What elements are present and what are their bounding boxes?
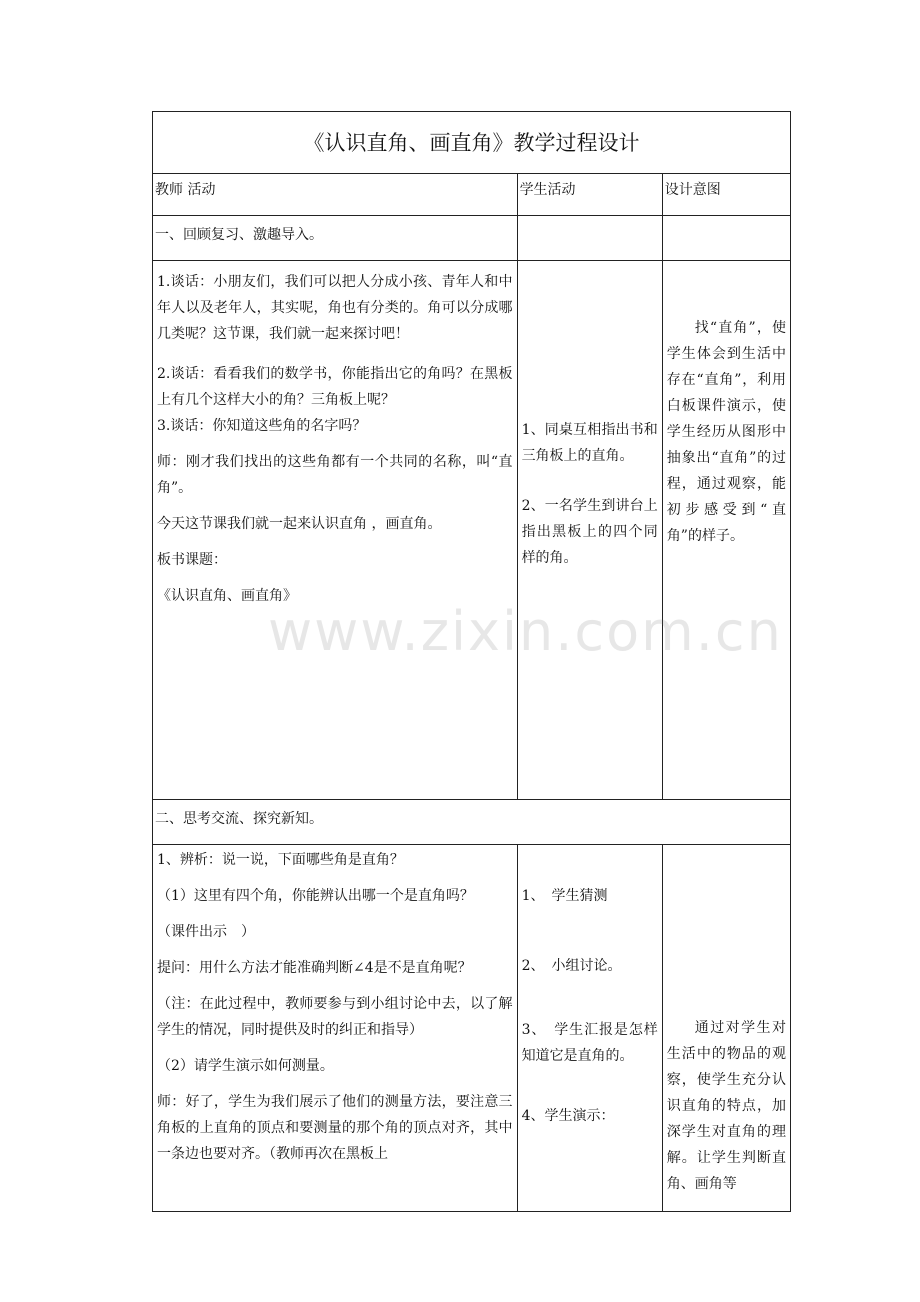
section1-heading-empty2: [662, 216, 790, 261]
section2-teacher-cell: [153, 845, 518, 1212]
s2-teacher-para: （1）这里有四个角，你能辨认出哪一个是直角吗？: [157, 888, 474, 904]
s2-teacher-para: 提问：用什么方法才能准确判断∠4是不是直角呢？: [157, 960, 472, 976]
section1-heading: 一、回顾复习、激趣导入。: [153, 216, 518, 261]
s2-teacher-para: （课件出示 ）: [157, 924, 255, 940]
watermark: www.zixin.com.cn: [268, 600, 783, 663]
header-intent: 设计意图: [662, 174, 790, 216]
section2-heading: 二、思考交流、探究新知。: [153, 800, 791, 845]
section1-teacher-cell: [153, 261, 518, 800]
s2-teacher-para: （注：在此过程中，教师要参与到小组讨论中去，以了解学生的情况，同时提供及时的纠正和指导）: [157, 996, 513, 1038]
section1-heading-empty: [517, 216, 662, 261]
lesson-plan-table: [152, 111, 791, 1212]
s2-student-item: 1、 学生猜测: [521, 888, 608, 904]
s1-intent: 找“直角”，使学生体会到生活中存在“直角”，利用白板课件演示，使学生经历从图形中抽象出“直角”的过程，通过观察，能初步感受到“直角”的样子。: [666, 320, 786, 544]
s2-teacher-para: 师：好了，学生为我们展示了他们的测量方法，要注意三角板的上直角的顶点和要测量的那个角的顶点对齐，其中一条边也要对齐。（教师再次在黑板上: [157, 1094, 513, 1162]
page-title: 《认识直角、画直角》教学过程设计: [153, 112, 791, 174]
s1-teacher-para: 1.谈话：小朋友们，我们可以把人分成小孩、青年人和中年人以及老年人，其实呢，角也有分类的。角可以分成哪几类呢？这节课，我们就一起来探讨吧！: [157, 274, 513, 342]
s2-student-item: 4、学生演示：: [521, 1108, 615, 1124]
header-teacher: 教师 活动: [153, 174, 518, 216]
s1-teacher-para: 板书课题：: [157, 552, 227, 568]
s2-student-item: 2、 小组讨论。: [521, 958, 622, 974]
s1-teacher-para: 3.谈话：你知道这些角的名字吗？: [157, 418, 367, 434]
section1-intent-cell: [662, 261, 790, 800]
s2-teacher-para: 1、辨析：说一说，下面哪些角是直角？: [157, 852, 404, 868]
s2-intent: 通过对学生对生活中的物品的观察，使学生充分认识直角的特点，加深学生对直角的理解。让学生判断直角、画角等: [666, 1020, 786, 1192]
s1-teacher-para: 《认识直角、画直角》: [157, 588, 297, 604]
s1-teacher-para: 2.谈话：看看我们的数学书，你能指出它的角吗？在黑板上有几个这样大小的角？三角板上呢？: [157, 366, 513, 408]
s1-student-item: 1、同桌互相指出书和三角板上的直角。: [521, 422, 658, 464]
s1-teacher-para: 师：刚才我们找出的这些角都有一个共同的名称，叫“直角”。: [157, 454, 513, 496]
header-student: 学生活动: [517, 174, 662, 216]
section1-student-cell: [517, 261, 662, 800]
s2-student-item: 3、 学生汇报是怎样知道它是直角的。: [521, 1022, 658, 1064]
s1-teacher-para: 今天这节课我们就一起来认识直角 ，画直角。: [157, 516, 442, 532]
section2-intent-cell: [662, 845, 790, 1212]
s1-student-item: 2、一名学生到讲台上指出黑板上的四个同样的角。: [521, 498, 658, 566]
s2-teacher-para: （2）请学生演示如何测量。: [157, 1058, 334, 1074]
section2-student-cell: [517, 845, 662, 1212]
